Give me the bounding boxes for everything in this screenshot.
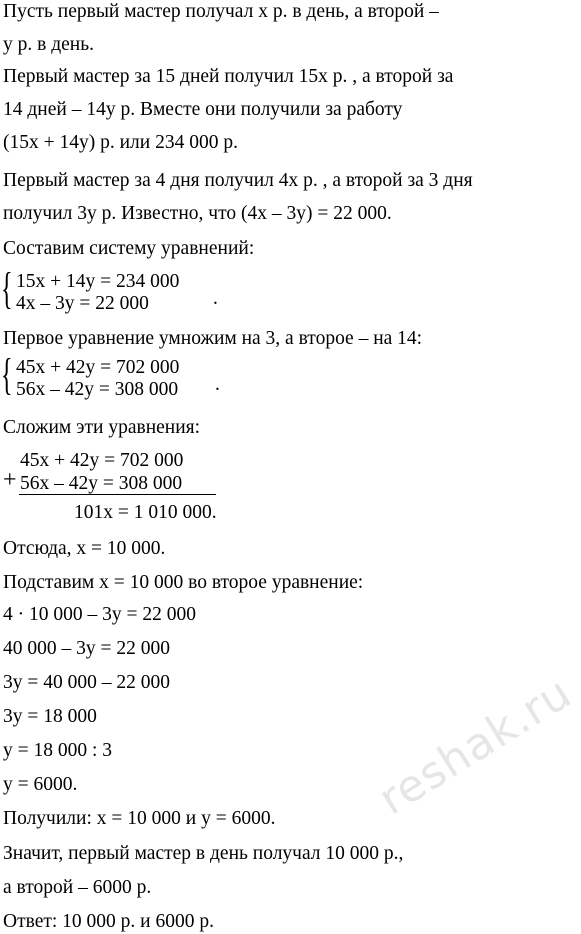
- text-line: Пусть первый мастер получал x р. в день, а второй –: [3, 1, 439, 22]
- text-line: Отсюда, x = 10 000.: [3, 538, 166, 559]
- brace-icon: {: [1, 350, 13, 399]
- sum-line: [19, 494, 216, 495]
- text-line: 14 дней – 14y р. Вместе они получили за работу: [3, 99, 403, 120]
- equation: 45x + 42y = 702 000: [20, 450, 184, 471]
- text-line: Первое уравнение умножим на 3, а второе – на 14:: [3, 328, 423, 349]
- text-line: 40 000 – 3y = 22 000: [3, 638, 170, 659]
- text-line: Составим систему уравнений:: [3, 238, 255, 259]
- text-line: y = 6000.: [3, 774, 78, 795]
- text-line: y = 18 000 : 3: [3, 740, 113, 761]
- plus-sign: +: [3, 467, 17, 493]
- equation: 56x – 42y = 308 000: [20, 473, 183, 494]
- punctuation: .: [215, 374, 220, 395]
- watermark: reshak.ru: [370, 667, 581, 826]
- equation-result: 101x = 1 010 000.: [74, 502, 217, 523]
- equation: 4x – 3y = 22 000: [16, 293, 149, 314]
- text-line: Подставим x = 10 000 во второе уравнение:: [3, 572, 364, 593]
- text-line: Сложим эти уравнения:: [3, 417, 201, 438]
- text-line: Значит, первый мастер в день получал 10 000 р.,: [3, 843, 404, 864]
- equation: 56x – 42y = 308 000: [16, 379, 179, 400]
- text-line: y р. в день.: [3, 34, 94, 55]
- text-line: 3y = 18 000: [3, 706, 97, 727]
- text-line: (15x + 14y) р. или 234 000 р.: [3, 132, 238, 153]
- brace-icon: {: [1, 264, 13, 313]
- text-line: а второй – 6000 р.: [3, 877, 152, 898]
- text-line: получил 3y р. Известно, что (4x – 3y) = 22 000.: [3, 203, 392, 224]
- text-line: 4 · 10 000 – 3y = 22 000: [3, 604, 196, 625]
- text-line: Первый мастер за 15 дней получил 15x р. , а второй за: [3, 66, 454, 87]
- text-line: Ответ: 10 000 р. и 6000 р.: [3, 911, 214, 932]
- text-line: Получили: x = 10 000 и y = 6000.: [3, 808, 276, 829]
- text-line: Первый мастер за 4 дня получил 4x р. , а второй за 3 дня: [3, 170, 473, 191]
- text-line: 3y = 40 000 – 22 000: [3, 672, 170, 693]
- punctuation: .: [213, 288, 218, 309]
- equation: 45x + 42y = 702 000: [16, 357, 180, 378]
- equation: 15x + 14y = 234 000: [16, 271, 180, 292]
